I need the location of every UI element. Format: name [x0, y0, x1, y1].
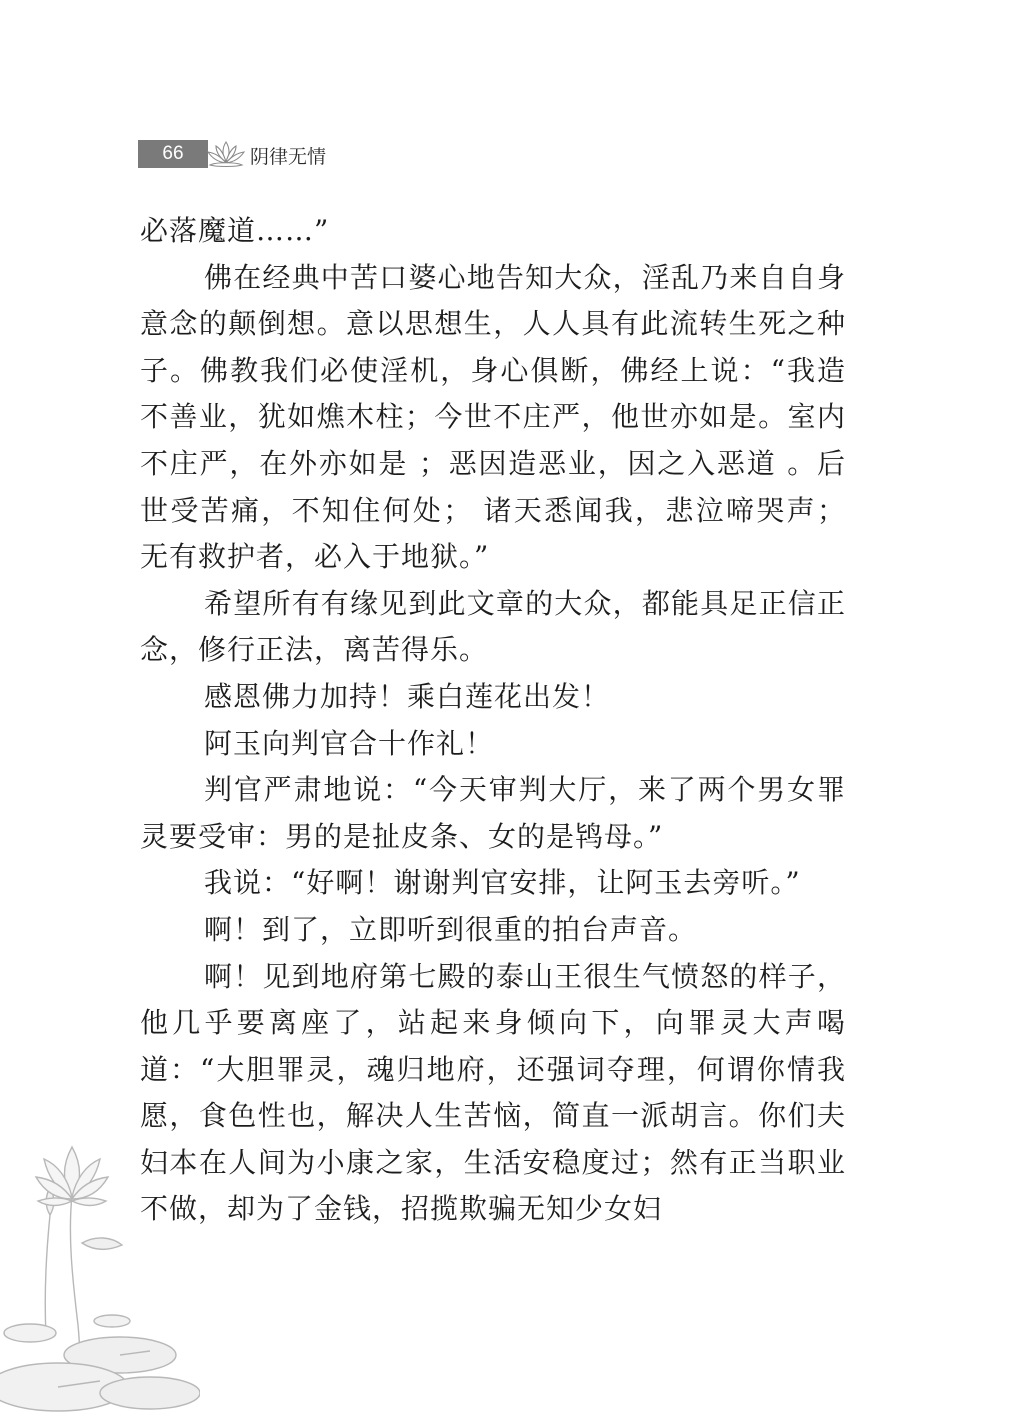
paragraph: 感恩佛力加持！乘白莲花出发！ [204, 679, 611, 713]
lotus-pond-illustration [0, 1125, 200, 1415]
paragraph: 判官严肃地说：“今天审判大厅，来了两个男女罪灵要受审：男的是扯皮条、女的是鸨母。” [140, 773, 846, 853]
paragraph: 我说：“好啊！谢谢判官安排，让阿玉去旁听。” [204, 866, 801, 900]
paragraph: 啊！到了，立即听到很重的拍台声音。 [204, 912, 698, 946]
paragraph: 希望所有有缘见到此文章的大众，都能具足正信正念，修行正法，离苦得乐。 [140, 586, 846, 667]
book-title: 阴律无情 [250, 146, 327, 168]
page-number: 66 [138, 140, 208, 168]
paragraph: 啊！见到地府第七殿的泰山王很生气愤怒的样子，他几乎要离座了，站起来身倾向下，向罪灵大声喝道：“大胆罪灵，魂归地府，还强词夺理，何谓你情我愿，食色性也，解决人生苦恼，简直一派胡言。你们夫妇本在人间为小康之家，生活安稳度过；然有正当职业不做，却为了金钱，招揽欺骗无知少女妇 [140, 959, 846, 1226]
paragraph: 佛在经典中苦口婆心地告知大众，淫乱乃来自自身意念的颠倒想。意以思想生，人人具有此流转生死之种子。佛教我们必使淫机，身心俱断，佛经上说：“我造不善业，犹如燋木柱；今世不庄严，他世亦如是。室内不庄严，在外亦如是 ；恶因造恶业，因之入恶道 。后世受苦痛，不知住何处； 诸天悉闻我，悲泣啼哭声； 无有救护者，必入于地狱。” [140, 260, 846, 574]
paragraph: 必落魔道……” [140, 214, 330, 247]
body-text [140, 208, 846, 1233]
lotus-icon [204, 138, 248, 170]
paragraph: 阿玉向判官合十作礼！ [204, 726, 495, 760]
page-header [138, 138, 468, 168]
